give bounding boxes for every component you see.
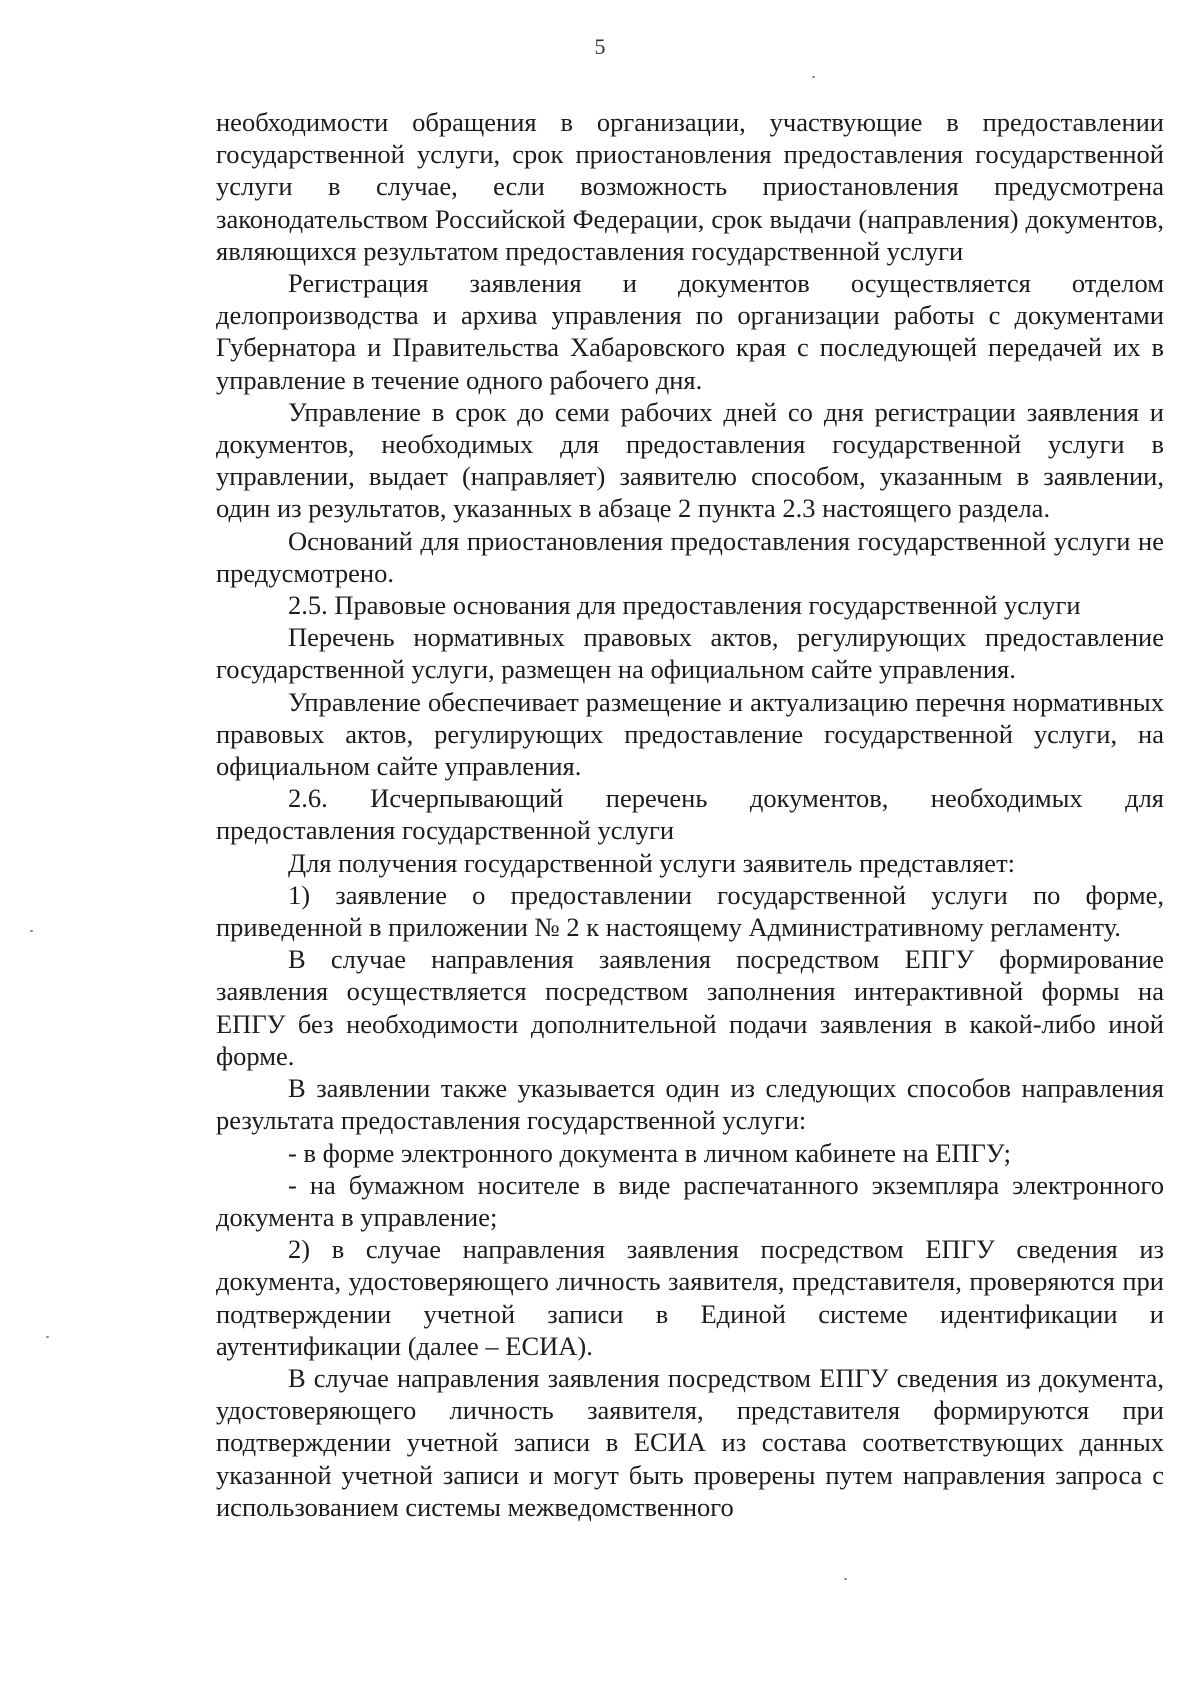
list-item-2-identity-check: 2) в случае направления заявления посредством ЕПГУ сведения из документа, удостоверяющего личность заявителя, представителя, проверяются при подтверждении учетной записи в Единой системе идентификации и аутентификации (далее – ЕСИА). [216,1234,1164,1361]
paragraph-legal-acts-list: Перечень нормативных правовых актов, регулирующих предоставление государственной услуги, размещен на официальном сайте управления. [216,622,1164,685]
document-body [216,106,1164,1523]
paragraph-registration: Регистрация заявления и документов осуществляется отделом делопроизводства и архива управления по организации работы с документами Губернатора и Правительства Хабаровского края с последующей передачей их в управление в течение одного рабочего дня. [216,268,1164,395]
scan-speck [30,930,33,932]
scan-speck [46,1336,49,1338]
paragraph-issue-term: Управление в срок до семи рабочих дней со дня регистрации заявления и документов, необходимых для предоставления государственной услуги в управлении, выдает (направляет) заявителю способом, указанным в заявлении, один из результатов, указанных в абзаце 2 пункта 2.3 настоящего раздела. [216,396,1164,524]
list-item-paper: - на бумажном носителе в виде распечатанного экземпляра электронного документа в управление; [216,1169,1164,1232]
paragraph-esia-data: В случае направления заявления посредством ЕПГУ сведения из документа, удостоверяющего личность заявителя, представителя формируются при подтверждении учетной записи в ЕСИА из состава соответствующих данных указанной учетной записи и могут быть проверены путем направления запроса с использованием системы межведомственного [216,1362,1164,1522]
paragraph-continuation: необходимости обращения в организации, участвующие в предоставлении государственной услуги, срок приостановления предоставления государственной услуги в случае, если возможность приостановления предусмотрена законодательством Российской Федерации, срок выдачи (направления) документов, являющихся результатом предоставления государственной услуги [216,107,1164,266]
paragraph-delivery-methods: В заявлении также указывается один из следующих способов направления результата предоставления государственной услуги: [216,1073,1164,1136]
paragraph-applicant-provides: Для получения государственной услуги заявитель представляет: [288,847,1016,878]
paragraph-epgu-form: В случае направления заявления посредством ЕПГУ формирование заявления осуществляется посредством заполнения интерактивной формы на ЕПГУ без необходимости дополнительной подачи заявления в какой-либо иной форме. [216,944,1164,1071]
list-item-electronic: - в форме электронного документа в личном кабинете на ЕПГУ; [288,1137,1011,1168]
scan-speck [844,1578,847,1580]
list-item-1-application: 1) заявление о предоставлении государственной услуги по форме, приведенной в приложении № 2 к настоящему Административному регламенту. [216,879,1164,943]
page-number: 5 [594,34,606,59]
section-heading-2-5: 2.5. Правовые основания для предоставления государственной услуги [288,590,1081,621]
section-heading-2-6: 2.6. Исчерпывающий перечень документов, необходимых для предоставления государственной услуги [216,783,1164,846]
paragraph-legal-acts-update: Управление обеспечивает размещение и актуализацию перечня нормативных правовых актов, регулирующих предоставление государственной услуги, на официальном сайте управления. [216,686,1164,782]
scan-speck [812,76,815,78]
paragraph-no-suspension: Оснований для приостановления предоставления государственной услуги не предусмотрено. [216,525,1164,588]
